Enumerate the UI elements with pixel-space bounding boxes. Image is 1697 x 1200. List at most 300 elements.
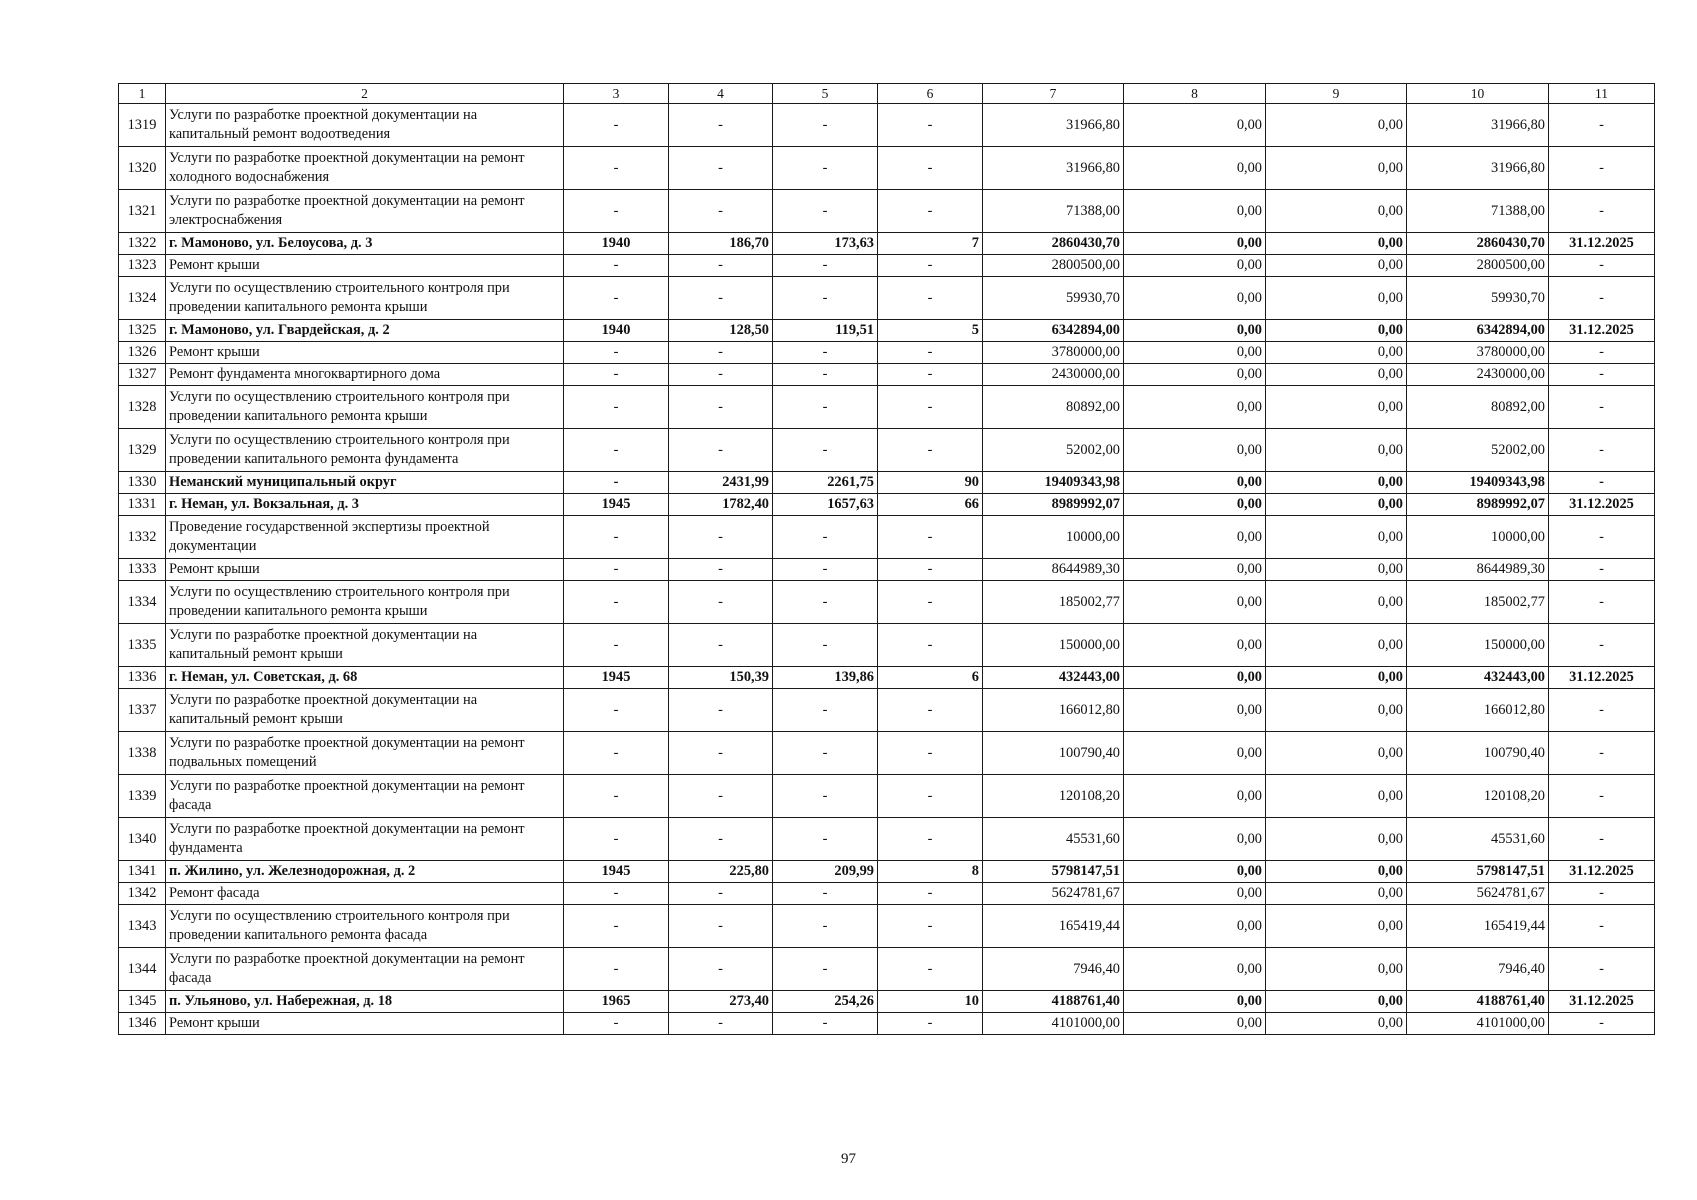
fund-cost-cell: 0,00 — [1124, 429, 1266, 472]
table-row — [119, 364, 1655, 386]
fund-cost-cell: 0,00 — [1124, 255, 1266, 277]
residents-cell: - — [878, 1013, 983, 1035]
deadline-cell: - — [1549, 429, 1655, 472]
deadline-cell: - — [1549, 386, 1655, 429]
fund-cost-cell: 0,00 — [1124, 386, 1266, 429]
budget-cost-cell: 0,00 — [1266, 364, 1407, 386]
year-cell: - — [564, 883, 669, 905]
budget-cost-cell: 0,00 — [1266, 818, 1407, 861]
total-area-cell: - — [669, 342, 773, 364]
column-number-header: 11 — [1549, 84, 1655, 104]
deadline-cell: - — [1549, 732, 1655, 775]
total-cost-cell: 7946,40 — [983, 948, 1124, 991]
fund-cost-cell: 0,00 — [1124, 905, 1266, 948]
total-cost-cell: 3780000,00 — [983, 342, 1124, 364]
table-row — [119, 386, 1655, 429]
year-cell: - — [564, 255, 669, 277]
deadline-cell: - — [1549, 190, 1655, 233]
row-number-cell: 1344 — [119, 948, 166, 991]
living-area-cell: 173,63 — [773, 233, 878, 255]
column-number-header: 6 — [878, 84, 983, 104]
total-area-cell: - — [669, 277, 773, 320]
owner-cost-cell: 166012,80 — [1407, 689, 1549, 732]
owner-cost-cell: 5798147,51 — [1407, 861, 1549, 883]
year-cell: - — [564, 624, 669, 667]
total-area-cell: 225,80 — [669, 861, 773, 883]
budget-cost-cell: 0,00 — [1266, 883, 1407, 905]
year-cell: - — [564, 386, 669, 429]
work-name-cell: г. Мамоново, ул. Белоусова, д. 3 — [166, 233, 564, 255]
row-number-cell: 1335 — [119, 624, 166, 667]
table-row — [119, 1013, 1655, 1035]
residents-cell: - — [878, 689, 983, 732]
deadline-cell: - — [1549, 689, 1655, 732]
total-area-cell: - — [669, 883, 773, 905]
total-cost-cell: 19409343,98 — [983, 472, 1124, 494]
owner-cost-cell: 6342894,00 — [1407, 320, 1549, 342]
table-row — [119, 147, 1655, 190]
residents-cell: - — [878, 559, 983, 581]
residents-cell: - — [878, 818, 983, 861]
living-area-cell: 1657,63 — [773, 494, 878, 516]
table-row-object — [119, 472, 1655, 494]
owner-cost-cell: 2430000,00 — [1407, 364, 1549, 386]
deadline-cell: - — [1549, 581, 1655, 624]
work-name-cell: Услуги по разработке проектной документации на капитальный ремонт крыши — [166, 624, 564, 667]
owner-cost-cell: 120108,20 — [1407, 775, 1549, 818]
year-cell: - — [564, 689, 669, 732]
living-area-cell: - — [773, 255, 878, 277]
year-cell: - — [564, 364, 669, 386]
table-row — [119, 581, 1655, 624]
year-cell: - — [564, 581, 669, 624]
table-row — [119, 689, 1655, 732]
living-area-cell: 139,86 — [773, 667, 878, 689]
row-number-cell: 1331 — [119, 494, 166, 516]
owner-cost-cell: 8989992,07 — [1407, 494, 1549, 516]
residents-cell: - — [878, 255, 983, 277]
year-cell: - — [564, 190, 669, 233]
residents-cell: - — [878, 364, 983, 386]
owner-cost-cell: 165419,44 — [1407, 905, 1549, 948]
total-cost-cell: 80892,00 — [983, 386, 1124, 429]
table-row-object — [119, 861, 1655, 883]
total-cost-cell: 52002,00 — [983, 429, 1124, 472]
residents-cell: - — [878, 147, 983, 190]
owner-cost-cell: 7946,40 — [1407, 948, 1549, 991]
deadline-cell: - — [1549, 559, 1655, 581]
residents-cell: - — [878, 775, 983, 818]
table-row — [119, 818, 1655, 861]
fund-cost-cell: 0,00 — [1124, 516, 1266, 559]
total-area-cell: - — [669, 364, 773, 386]
year-cell: - — [564, 516, 669, 559]
living-area-cell: 119,51 — [773, 320, 878, 342]
fund-cost-cell: 0,00 — [1124, 861, 1266, 883]
row-number-cell: 1332 — [119, 516, 166, 559]
living-area-cell: 254,26 — [773, 991, 878, 1013]
table-row — [119, 190, 1655, 233]
total-area-cell: 273,40 — [669, 991, 773, 1013]
living-area-cell: - — [773, 775, 878, 818]
row-number-cell: 1322 — [119, 233, 166, 255]
total-area-cell: - — [669, 386, 773, 429]
year-cell: 1940 — [564, 320, 669, 342]
table-row — [119, 429, 1655, 472]
row-number-cell: 1336 — [119, 667, 166, 689]
total-area-cell: - — [669, 190, 773, 233]
column-number-header: 2 — [166, 84, 564, 104]
budget-cost-cell: 0,00 — [1266, 472, 1407, 494]
row-number-cell: 1329 — [119, 429, 166, 472]
living-area-cell: - — [773, 190, 878, 233]
year-cell: - — [564, 277, 669, 320]
table-row — [119, 883, 1655, 905]
year-cell: - — [564, 559, 669, 581]
column-number-header: 8 — [1124, 84, 1266, 104]
fund-cost-cell: 0,00 — [1124, 624, 1266, 667]
total-area-cell: - — [669, 818, 773, 861]
owner-cost-cell: 80892,00 — [1407, 386, 1549, 429]
work-name-cell: Услуги по осуществлению строительного контроля при проведении капитального ремонта фундамента — [166, 429, 564, 472]
total-cost-cell: 2800500,00 — [983, 255, 1124, 277]
living-area-cell: 2261,75 — [773, 472, 878, 494]
total-area-cell: - — [669, 775, 773, 818]
work-name-cell: Услуги по осуществлению строительного контроля при проведении капитального ремонта крыши — [166, 277, 564, 320]
total-cost-cell: 185002,77 — [983, 581, 1124, 624]
year-cell: - — [564, 472, 669, 494]
living-area-cell: - — [773, 818, 878, 861]
residents-cell: - — [878, 516, 983, 559]
row-number-cell: 1339 — [119, 775, 166, 818]
year-cell: - — [564, 429, 669, 472]
residents-cell: - — [878, 104, 983, 147]
budget-cost-cell: 0,00 — [1266, 991, 1407, 1013]
residents-cell: - — [878, 342, 983, 364]
residents-cell: - — [878, 581, 983, 624]
owner-cost-cell: 4188761,40 — [1407, 991, 1549, 1013]
residents-cell: 6 — [878, 667, 983, 689]
work-name-cell: п. Ульяново, ул. Набережная, д. 18 — [166, 991, 564, 1013]
deadline-cell: - — [1549, 905, 1655, 948]
row-number-cell: 1320 — [119, 147, 166, 190]
deadline-cell: - — [1549, 364, 1655, 386]
owner-cost-cell: 432443,00 — [1407, 667, 1549, 689]
year-cell: - — [564, 104, 669, 147]
fund-cost-cell: 0,00 — [1124, 689, 1266, 732]
living-area-cell: - — [773, 689, 878, 732]
deadline-cell: - — [1549, 516, 1655, 559]
total-cost-cell: 4188761,40 — [983, 991, 1124, 1013]
owner-cost-cell: 52002,00 — [1407, 429, 1549, 472]
budget-cost-cell: 0,00 — [1266, 342, 1407, 364]
total-cost-cell: 100790,40 — [983, 732, 1124, 775]
fund-cost-cell: 0,00 — [1124, 559, 1266, 581]
deadline-cell: - — [1549, 883, 1655, 905]
budget-cost-cell: 0,00 — [1266, 732, 1407, 775]
deadline-cell: - — [1549, 342, 1655, 364]
work-name-cell: Услуги по осуществлению строительного контроля при проведении капитального ремонта фасада — [166, 905, 564, 948]
row-number-cell: 1346 — [119, 1013, 166, 1035]
work-name-cell: Услуги по разработке проектной документации на капитальный ремонт крыши — [166, 689, 564, 732]
total-area-cell: - — [669, 104, 773, 147]
owner-cost-cell: 100790,40 — [1407, 732, 1549, 775]
row-number-cell: 1326 — [119, 342, 166, 364]
budget-cost-cell: 0,00 — [1266, 905, 1407, 948]
row-number-cell: 1337 — [119, 689, 166, 732]
year-cell: 1945 — [564, 667, 669, 689]
total-cost-cell: 59930,70 — [983, 277, 1124, 320]
budget-cost-cell: 0,00 — [1266, 386, 1407, 429]
deadline-cell: - — [1549, 775, 1655, 818]
work-name-cell: Ремонт фундамента многоквартирного дома — [166, 364, 564, 386]
year-cell: 1965 — [564, 991, 669, 1013]
living-area-cell: - — [773, 948, 878, 991]
total-cost-cell: 166012,80 — [983, 689, 1124, 732]
year-cell: - — [564, 1013, 669, 1035]
table-row — [119, 342, 1655, 364]
deadline-cell: - — [1549, 948, 1655, 991]
total-cost-cell: 8644989,30 — [983, 559, 1124, 581]
residents-cell: - — [878, 190, 983, 233]
residents-cell: - — [878, 948, 983, 991]
row-number-cell: 1338 — [119, 732, 166, 775]
total-cost-cell: 5798147,51 — [983, 861, 1124, 883]
row-number-cell: 1319 — [119, 104, 166, 147]
budget-cost-cell: 0,00 — [1266, 667, 1407, 689]
table-row-object — [119, 667, 1655, 689]
work-name-cell: Услуги по разработке проектной документации на капитальный ремонт водоотведения — [166, 104, 564, 147]
table-row-object — [119, 233, 1655, 255]
living-area-cell: - — [773, 386, 878, 429]
repair-program-table — [118, 83, 1655, 1035]
table-row — [119, 905, 1655, 948]
fund-cost-cell: 0,00 — [1124, 190, 1266, 233]
row-number-cell: 1340 — [119, 818, 166, 861]
budget-cost-cell: 0,00 — [1266, 233, 1407, 255]
year-cell: 1945 — [564, 861, 669, 883]
column-number-header-row — [119, 84, 1655, 104]
residents-cell: 90 — [878, 472, 983, 494]
fund-cost-cell: 0,00 — [1124, 320, 1266, 342]
residents-cell: - — [878, 732, 983, 775]
residents-cell: - — [878, 277, 983, 320]
year-cell: - — [564, 732, 669, 775]
table-row — [119, 104, 1655, 147]
row-number-cell: 1324 — [119, 277, 166, 320]
work-name-cell: г. Мамоново, ул. Гвардейская, д. 2 — [166, 320, 564, 342]
column-number-header: 5 — [773, 84, 878, 104]
residents-cell: 5 — [878, 320, 983, 342]
deadline-cell: - — [1549, 104, 1655, 147]
budget-cost-cell: 0,00 — [1266, 624, 1407, 667]
budget-cost-cell: 0,00 — [1266, 689, 1407, 732]
residents-cell: - — [878, 624, 983, 667]
total-area-cell: - — [669, 581, 773, 624]
work-name-cell: п. Жилино, ул. Железнодорожная, д. 2 — [166, 861, 564, 883]
budget-cost-cell: 0,00 — [1266, 581, 1407, 624]
table-body — [119, 84, 1655, 1035]
budget-cost-cell: 0,00 — [1266, 494, 1407, 516]
row-number-cell: 1327 — [119, 364, 166, 386]
total-area-cell: 150,39 — [669, 667, 773, 689]
owner-cost-cell: 3780000,00 — [1407, 342, 1549, 364]
living-area-cell: - — [773, 905, 878, 948]
work-name-cell: Ремонт фасада — [166, 883, 564, 905]
table-row — [119, 559, 1655, 581]
year-cell: 1945 — [564, 494, 669, 516]
fund-cost-cell: 0,00 — [1124, 364, 1266, 386]
living-area-cell: 209,99 — [773, 861, 878, 883]
residents-cell: - — [878, 883, 983, 905]
total-area-cell: 2431,99 — [669, 472, 773, 494]
living-area-cell: - — [773, 342, 878, 364]
total-cost-cell: 150000,00 — [983, 624, 1124, 667]
year-cell: - — [564, 147, 669, 190]
table-row-object — [119, 320, 1655, 342]
owner-cost-cell: 31966,80 — [1407, 147, 1549, 190]
budget-cost-cell: 0,00 — [1266, 147, 1407, 190]
living-area-cell: - — [773, 516, 878, 559]
total-area-cell: 1782,40 — [669, 494, 773, 516]
table-row — [119, 948, 1655, 991]
total-cost-cell: 2430000,00 — [983, 364, 1124, 386]
deadline-cell: 31.12.2025 — [1549, 233, 1655, 255]
work-name-cell: Услуги по разработке проектной документации на ремонт фундамента — [166, 818, 564, 861]
table-row — [119, 732, 1655, 775]
residents-cell: 8 — [878, 861, 983, 883]
fund-cost-cell: 0,00 — [1124, 494, 1266, 516]
deadline-cell: - — [1549, 1013, 1655, 1035]
budget-cost-cell: 0,00 — [1266, 948, 1407, 991]
row-number-cell: 1333 — [119, 559, 166, 581]
row-number-cell: 1341 — [119, 861, 166, 883]
work-name-cell: Услуги по осуществлению строительного контроля при проведении капитального ремонта крыши — [166, 386, 564, 429]
deadline-cell: 31.12.2025 — [1549, 991, 1655, 1013]
owner-cost-cell: 31966,80 — [1407, 104, 1549, 147]
living-area-cell: - — [773, 624, 878, 667]
living-area-cell: - — [773, 732, 878, 775]
living-area-cell: - — [773, 883, 878, 905]
year-cell: - — [564, 342, 669, 364]
work-name-cell: Услуги по разработке проектной документации на ремонт холодного водоснабжения — [166, 147, 564, 190]
owner-cost-cell: 19409343,98 — [1407, 472, 1549, 494]
living-area-cell: - — [773, 429, 878, 472]
fund-cost-cell: 0,00 — [1124, 732, 1266, 775]
owner-cost-cell: 10000,00 — [1407, 516, 1549, 559]
budget-cost-cell: 0,00 — [1266, 775, 1407, 818]
fund-cost-cell: 0,00 — [1124, 147, 1266, 190]
column-number-header: 4 — [669, 84, 773, 104]
living-area-cell: - — [773, 1013, 878, 1035]
owner-cost-cell: 150000,00 — [1407, 624, 1549, 667]
owner-cost-cell: 2800500,00 — [1407, 255, 1549, 277]
residents-cell: 7 — [878, 233, 983, 255]
row-number-cell: 1321 — [119, 190, 166, 233]
table-row-object — [119, 991, 1655, 1013]
owner-cost-cell: 71388,00 — [1407, 190, 1549, 233]
living-area-cell: - — [773, 147, 878, 190]
year-cell: - — [564, 905, 669, 948]
table-row — [119, 624, 1655, 667]
fund-cost-cell: 0,00 — [1124, 104, 1266, 147]
work-name-cell: Ремонт крыши — [166, 559, 564, 581]
fund-cost-cell: 0,00 — [1124, 342, 1266, 364]
deadline-cell: - — [1549, 147, 1655, 190]
total-cost-cell: 2860430,70 — [983, 233, 1124, 255]
total-area-cell: - — [669, 948, 773, 991]
work-name-cell: Неманский муниципальный округ — [166, 472, 564, 494]
total-cost-cell: 71388,00 — [983, 190, 1124, 233]
total-area-cell: 186,70 — [669, 233, 773, 255]
column-number-header: 10 — [1407, 84, 1549, 104]
total-area-cell: - — [669, 1013, 773, 1035]
owner-cost-cell: 4101000,00 — [1407, 1013, 1549, 1035]
work-name-cell: Ремонт крыши — [166, 255, 564, 277]
deadline-cell: 31.12.2025 — [1549, 861, 1655, 883]
budget-cost-cell: 0,00 — [1266, 320, 1407, 342]
budget-cost-cell: 0,00 — [1266, 255, 1407, 277]
fund-cost-cell: 0,00 — [1124, 775, 1266, 818]
work-name-cell: Услуги по разработке проектной документации на ремонт электроснабжения — [166, 190, 564, 233]
fund-cost-cell: 0,00 — [1124, 991, 1266, 1013]
work-name-cell: г. Неман, ул. Советская, д. 68 — [166, 667, 564, 689]
total-area-cell: - — [669, 905, 773, 948]
fund-cost-cell: 0,00 — [1124, 277, 1266, 320]
column-number-header: 9 — [1266, 84, 1407, 104]
total-cost-cell: 8989992,07 — [983, 494, 1124, 516]
table-row — [119, 255, 1655, 277]
work-name-cell: Ремонт крыши — [166, 1013, 564, 1035]
work-name-cell: г. Неман, ул. Вокзальная, д. 3 — [166, 494, 564, 516]
living-area-cell: - — [773, 581, 878, 624]
row-number-cell: 1343 — [119, 905, 166, 948]
deadline-cell: 31.12.2025 — [1549, 494, 1655, 516]
budget-cost-cell: 0,00 — [1266, 429, 1407, 472]
row-number-cell: 1323 — [119, 255, 166, 277]
total-cost-cell: 120108,20 — [983, 775, 1124, 818]
total-cost-cell: 6342894,00 — [983, 320, 1124, 342]
row-number-cell: 1328 — [119, 386, 166, 429]
fund-cost-cell: 0,00 — [1124, 233, 1266, 255]
total-cost-cell: 10000,00 — [983, 516, 1124, 559]
fund-cost-cell: 0,00 — [1124, 948, 1266, 991]
residents-cell: 66 — [878, 494, 983, 516]
total-cost-cell: 5624781,67 — [983, 883, 1124, 905]
table-row — [119, 277, 1655, 320]
deadline-cell: - — [1549, 472, 1655, 494]
work-name-cell: Проведение государственной экспертизы проектной документации — [166, 516, 564, 559]
row-number-cell: 1325 — [119, 320, 166, 342]
year-cell: 1940 — [564, 233, 669, 255]
total-area-cell: - — [669, 559, 773, 581]
deadline-cell: 31.12.2025 — [1549, 320, 1655, 342]
total-cost-cell: 45531,60 — [983, 818, 1124, 861]
work-name-cell: Ремонт крыши — [166, 342, 564, 364]
table-row — [119, 775, 1655, 818]
work-name-cell: Услуги по разработке проектной документации на ремонт фасада — [166, 948, 564, 991]
budget-cost-cell: 0,00 — [1266, 104, 1407, 147]
total-cost-cell: 432443,00 — [983, 667, 1124, 689]
residents-cell: - — [878, 386, 983, 429]
total-area-cell: - — [669, 689, 773, 732]
row-number-cell: 1334 — [119, 581, 166, 624]
residents-cell: - — [878, 905, 983, 948]
table-row — [119, 516, 1655, 559]
total-area-cell: - — [669, 255, 773, 277]
residents-cell: - — [878, 429, 983, 472]
total-area-cell: 128,50 — [669, 320, 773, 342]
